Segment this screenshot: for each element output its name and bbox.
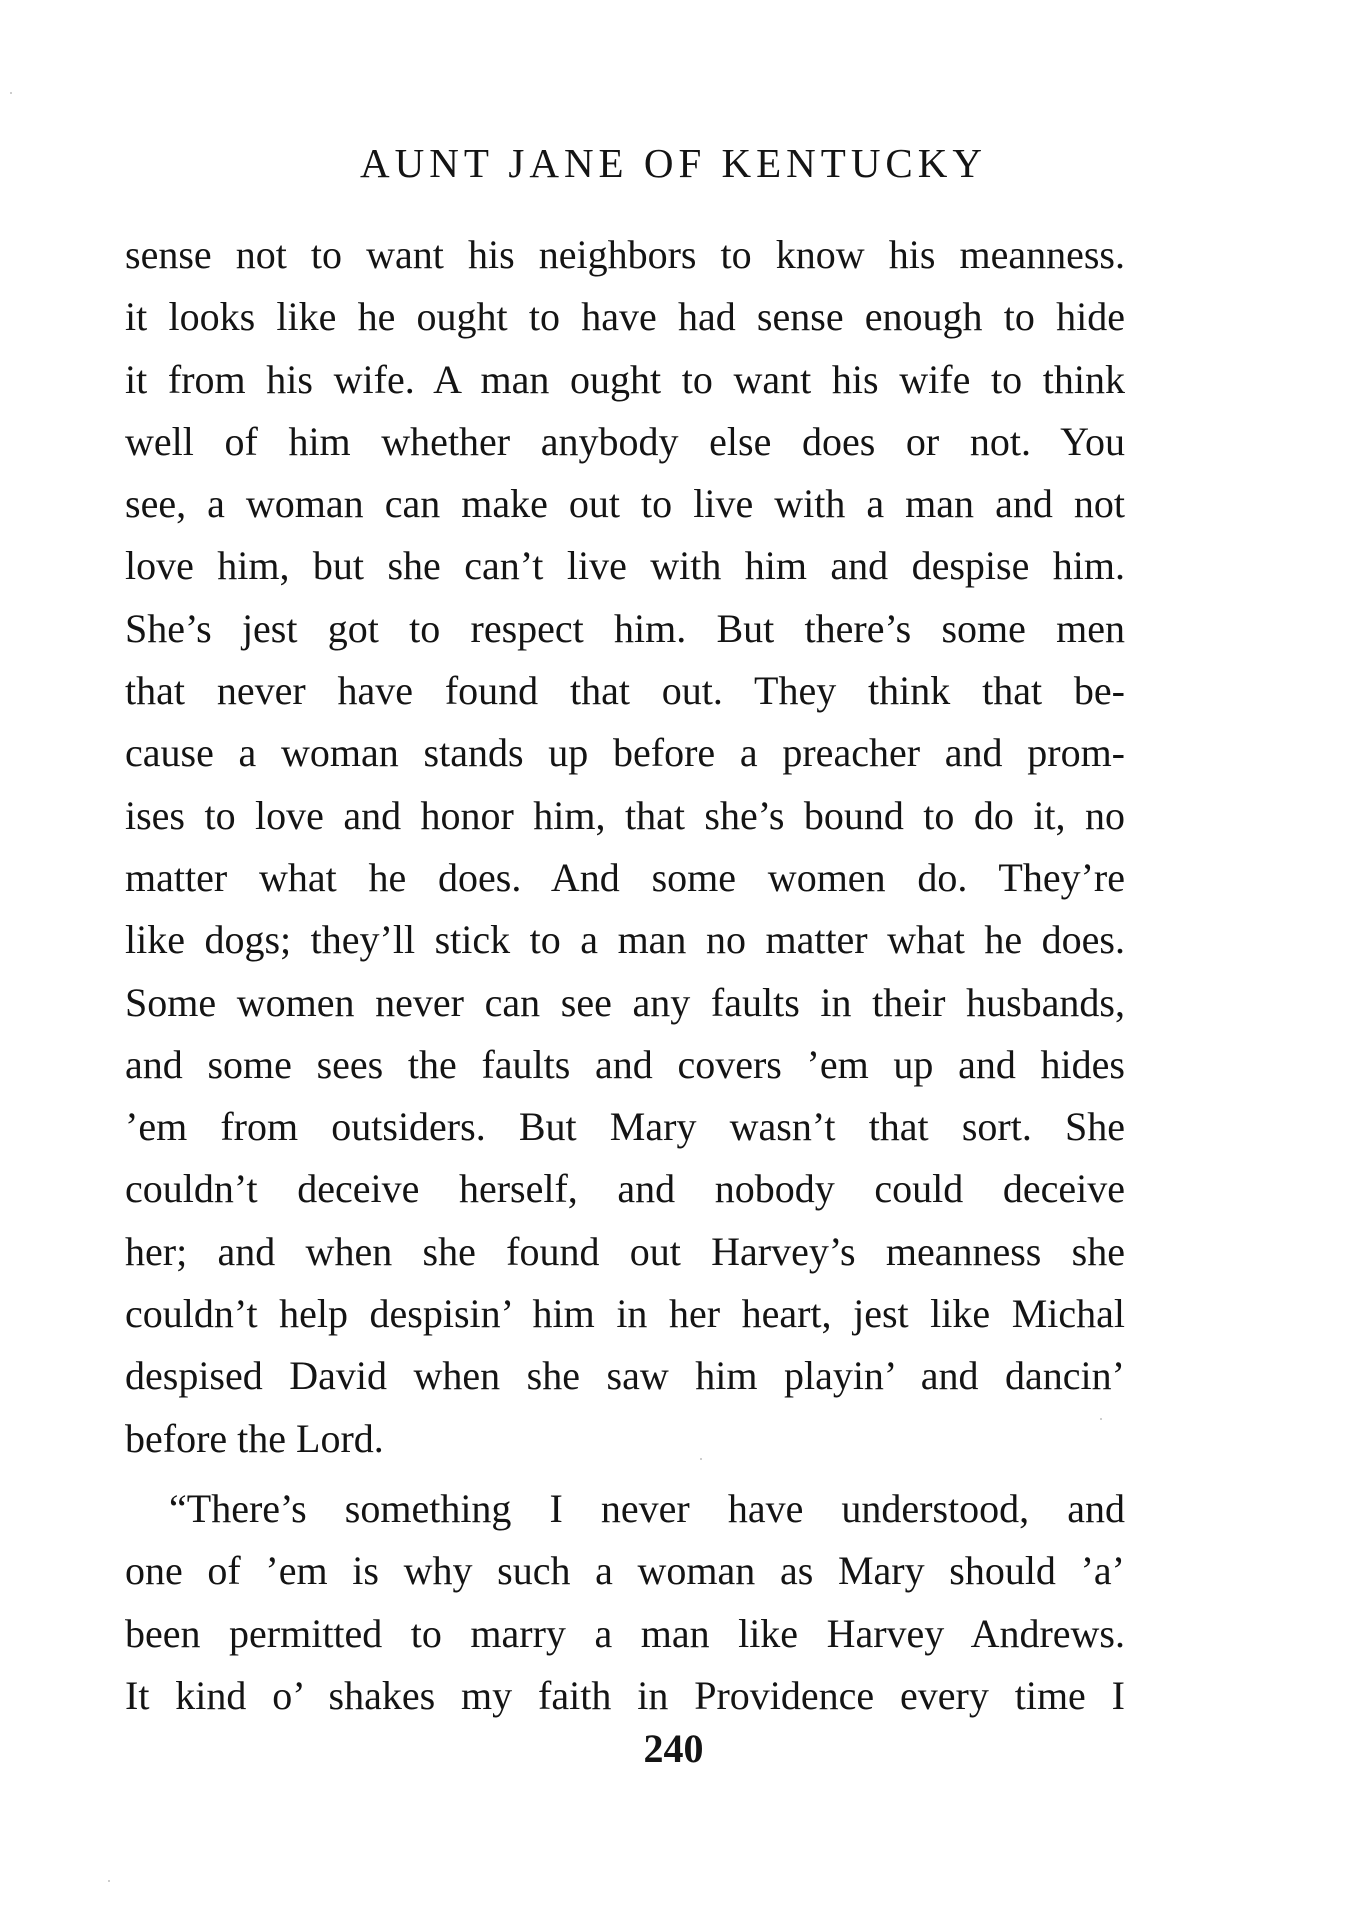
paragraph [125,1478,1125,1727]
text-line: it looks like he ought to have had sense enough to hide [125,294,1125,340]
paper-speck [10,92,12,94]
text-line: been permitted to marry a man like Harvey Andrews. [125,1610,1125,1656]
text-line: her; and when she found out Harvey’s meanness she [125,1228,1125,1274]
text-line: “There’s something I never have understood, and [169,1485,1125,1531]
text-line: It kind o’ shakes my faith in Providence every time I [125,1672,1125,1718]
text-line: and some sees the faults and covers ’em up and hides [125,1041,1125,1087]
text-line: matter what he does. And some women do. They’re [125,854,1125,900]
paragraph [125,224,1125,1470]
paper-speck [1100,1418,1102,1420]
body-text [125,224,1125,1727]
running-head: AUNT JANE OF KENTUCKY [360,140,987,186]
text-line: one of ’em is why such a woman as Mary should ’a’ [125,1548,1125,1594]
text-line: cause a woman stands up before a preacher and prom- [125,730,1125,776]
text-line: well of him whether anybody else does or not. You [125,418,1125,464]
page-number: 240 [643,1726,704,1771]
text-line: despised David when she saw him playin’ and dancin’ [125,1353,1125,1399]
text-line: see, a woman can make out to live with a man and not [125,481,1125,527]
text-line: it from his wife. A man ought to want his wife to think [125,356,1125,402]
text-line: like dogs; they’ll stick to a man no matter what he does. [125,917,1125,963]
text-line: ises to love and honor him, that she’s bound to do it, no [125,792,1125,838]
text-line: sense not to want his neighbors to know his meanness. [125,232,1125,277]
text-line: before the Lord. [125,1415,384,1461]
paper-speck [700,1458,702,1460]
text-line: Some women never can see any faults in their husbands, [125,979,1125,1025]
text-line: ’em from outsiders. But Mary wasn’t that sort. She [125,1104,1125,1150]
text-line: couldn’t deceive herself, and nobody could deceive [125,1166,1125,1212]
text-line: couldn’t help despisin’ him in her heart, jest like Michal [125,1291,1125,1337]
text-line: love him, but she can’t live with him and despise him. [125,543,1125,589]
text-line: that never have found that out. They think that be- [125,668,1125,714]
paragraph-gap [125,1470,1125,1478]
text-line: She’s jest got to respect him. But there’s some men [125,605,1125,651]
paper-speck [108,1880,110,1882]
